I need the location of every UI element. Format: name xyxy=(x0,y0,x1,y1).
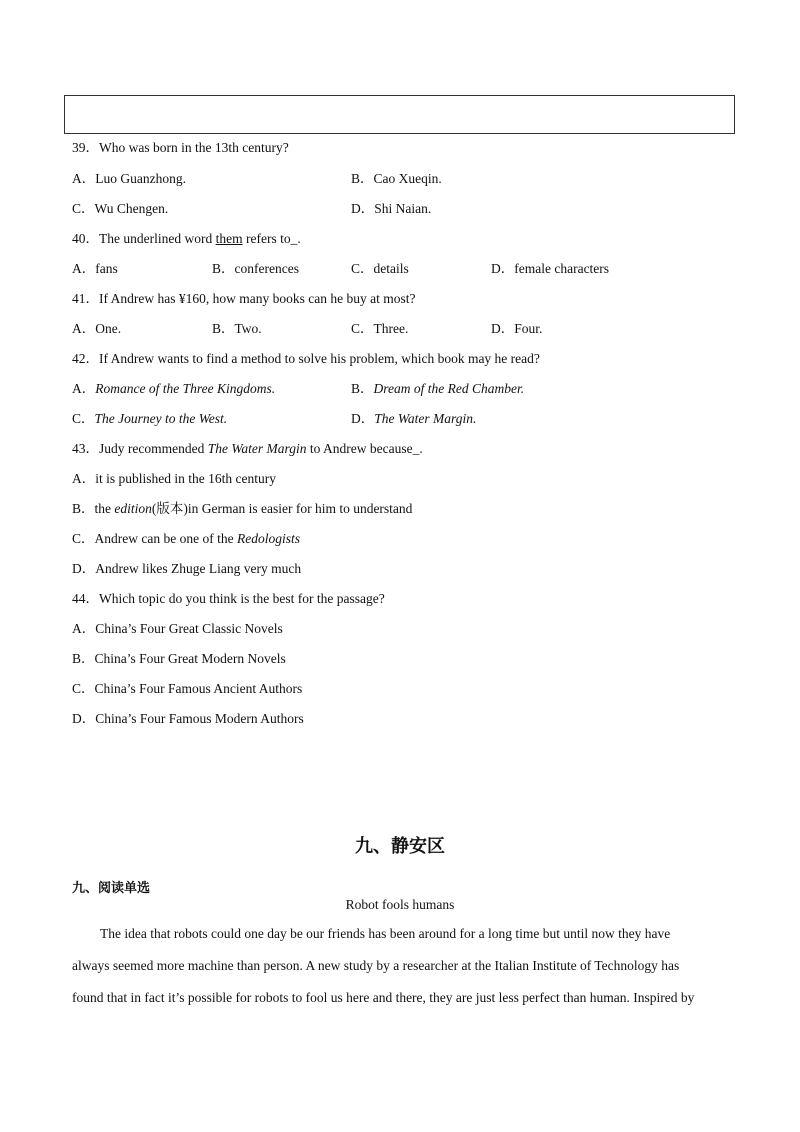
q43-option-c xyxy=(72,531,300,547)
q44-option-c: C．China’s Four Famous Ancient Authors xyxy=(72,681,303,696)
q43-b-em: edition xyxy=(114,501,152,516)
q39-option-b: B．Cao Xueqin. xyxy=(351,171,442,186)
q42-option-d xyxy=(351,411,476,427)
q40-option-c: C．details xyxy=(351,261,409,276)
q41-option-d: D．Four. xyxy=(491,321,543,336)
q43-c-em: Redologists xyxy=(236,531,300,546)
q42-option-a xyxy=(72,381,275,397)
q41-option-a: A．One. xyxy=(72,321,122,336)
q42-option-c xyxy=(72,411,227,427)
q43-option-a: A．it is published in the 16th century xyxy=(72,471,276,486)
q43-b-pre: B．the xyxy=(72,501,115,516)
question-41: 41．If Andrew has ¥160, how many books can he buy at most? xyxy=(72,291,416,306)
passage-title: Robot fools humans xyxy=(345,897,455,912)
q39-option-c: C．Wu Chengen. xyxy=(72,201,169,216)
question-40 xyxy=(72,231,301,247)
question-43 xyxy=(72,441,423,457)
passage-line: found that in fact it’s possible for robots to fool us here and there, they are just less perfect than human. Inspired by xyxy=(72,990,695,1005)
q42-b-title: Dream of the Red Chamber. xyxy=(373,381,525,396)
q40-stem-pre: 40．The underlined word xyxy=(72,231,216,246)
question-39: 39．Who was born in the 13th century? xyxy=(72,140,289,155)
q44-option-d: D．China’s Four Famous Modern Authors xyxy=(72,711,304,726)
q40-stem-post: refers to_. xyxy=(242,231,301,246)
question-44: 44．Which topic do you think is the best for the passage? xyxy=(72,591,385,606)
q42-c-letter: C． xyxy=(72,411,95,426)
q41-option-c: C．Three. xyxy=(351,321,409,336)
q44-option-a: A．China’s Four Great Classic Novels xyxy=(72,621,283,636)
q40-underlined-word: them xyxy=(215,231,243,246)
q40-option-d: D．female characters xyxy=(491,261,610,276)
q40-option-a: A．fans xyxy=(72,261,118,276)
q42-c-title: The Journey to the West. xyxy=(94,411,228,426)
q41-option-b: B．Two. xyxy=(212,321,262,336)
q44-option-b: B．China’s Four Great Modern Novels xyxy=(72,651,286,666)
passage-line: The idea that robots could one day be our friends has been around for a long time but until now they have xyxy=(100,926,671,941)
q43-stem-post: to Andrew because_. xyxy=(306,441,423,456)
q42-a-title: Romance of the Three Kingdoms. xyxy=(95,381,276,396)
question-42: 42．If Andrew wants to find a method to solve his problem, which book may he read? xyxy=(72,351,540,366)
q39-option-a: A．Luo Guanzhong. xyxy=(72,171,186,186)
q43-b-post: (版本)in German is easier for him to understand xyxy=(151,501,413,516)
q42-d-title: The Water Margin. xyxy=(374,411,477,426)
q43-option-d: D．Andrew likes Zhuge Liang very much xyxy=(72,561,302,576)
section-subheading: 九、阅读单选 xyxy=(72,881,151,896)
passage-paragraph xyxy=(72,918,728,1014)
q42-d-letter: D． xyxy=(351,411,375,426)
answer-box xyxy=(64,95,735,134)
q43-c-pre: C．Andrew can be one of the xyxy=(72,531,237,546)
q40-option-b: B．conferences xyxy=(212,261,299,276)
q43-stem-title: The Water Margin xyxy=(207,441,307,456)
q42-b-letter: B． xyxy=(351,381,374,396)
q43-stem-pre: 43．Judy recommended xyxy=(72,441,208,456)
passage-line: always seemed more machine than person. A new study by a researcher at the Italian Institute of Technology has xyxy=(72,958,680,973)
q42-a-letter: A． xyxy=(72,381,96,396)
q43-option-b xyxy=(72,501,412,517)
q39-option-d: D．Shi Naian. xyxy=(351,201,432,216)
q42-option-b xyxy=(351,381,524,397)
section-title: 九、静安区 xyxy=(355,836,445,857)
